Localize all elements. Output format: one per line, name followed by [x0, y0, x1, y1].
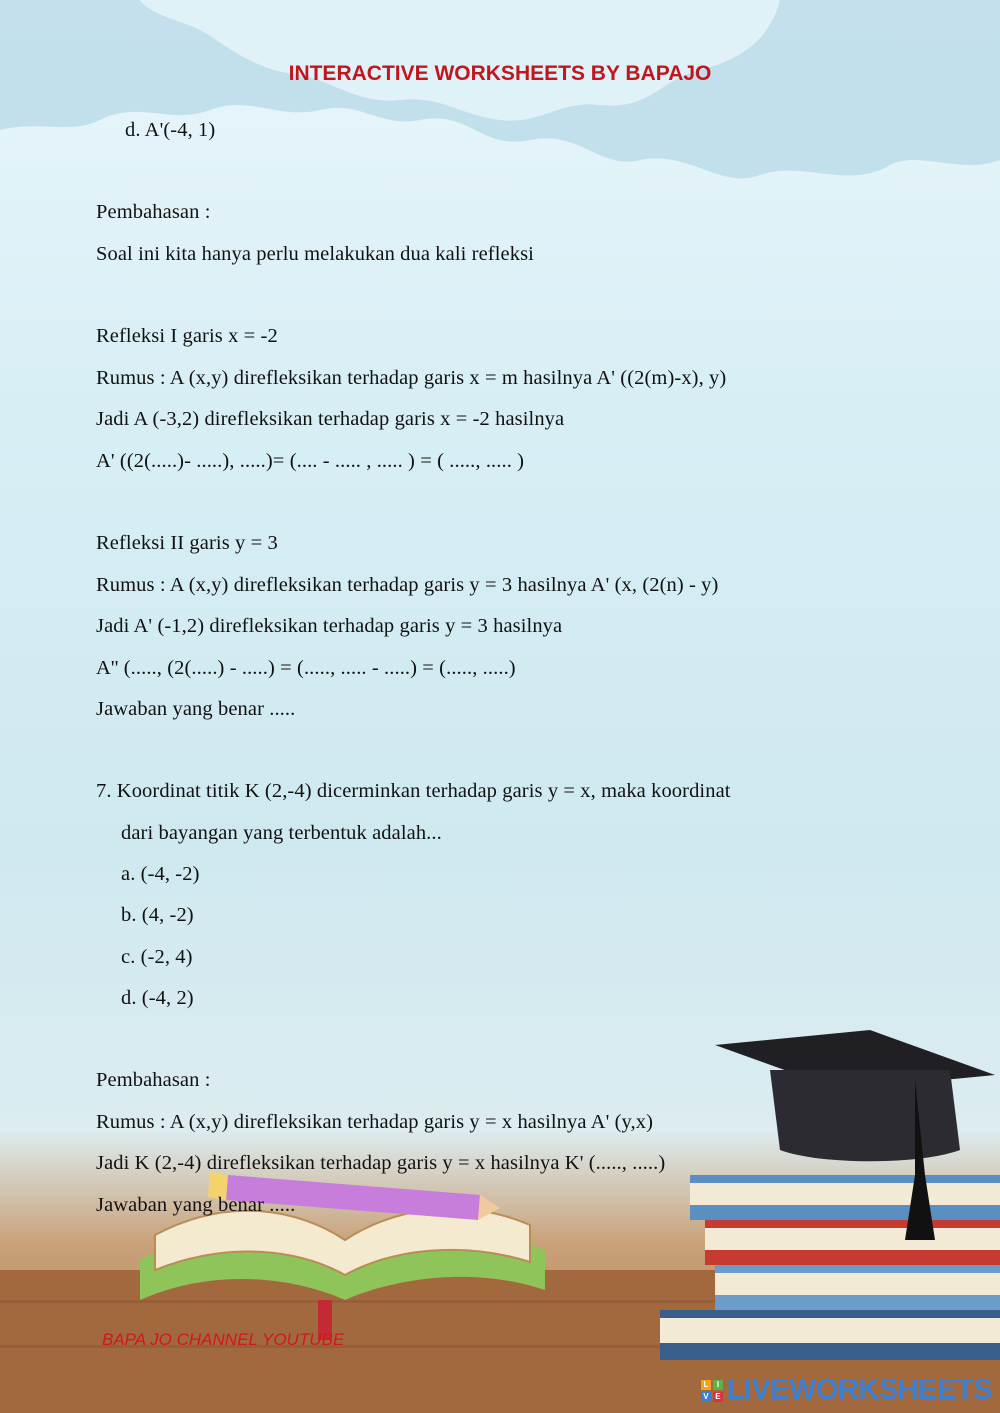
answer-blank-line[interactable]: Jawaban yang benar .....	[96, 698, 296, 720]
answer-blank-line[interactable]: Jawaban yang benar .....	[96, 1194, 296, 1216]
option-b: b. (4, -2)	[121, 904, 194, 926]
explanation-text: Soal ini kita hanya perlu melakukan dua kali refleksi	[96, 243, 534, 265]
liveworksheets-logo	[701, 1374, 992, 1407]
fill-in-blank-line[interactable]: A' ((2(.....)- .....), .....)= (.... - ..... , ..... ) = ( ....., ..... )	[96, 450, 525, 472]
reflection-2-heading: Refleksi II garis y = 3	[96, 532, 278, 554]
fill-in-blank-line[interactable]: Jadi K (2,-4) direfleksikan terhadap garis y = x hasilnya K' (....., .....)	[96, 1152, 666, 1174]
explanation-text: Jadi A (-3,2) direfleksikan terhadap garis x = -2 hasilnya	[96, 408, 565, 430]
explanation-text: Jadi A' (-1,2) direfleksikan terhadap garis y = 3 hasilnya	[96, 615, 563, 637]
formula-text: Rumus : A (x,y) direfleksikan terhadap garis y = 3 hasilnya A' (x, (2(n) - y)	[96, 574, 719, 596]
option-d-previous: d. A'(-4, 1)	[125, 119, 216, 141]
book-stack	[660, 1175, 1000, 1360]
option-c: c. (-2, 4)	[121, 946, 193, 968]
section-heading: Pembahasan :	[96, 1069, 211, 1091]
reflection-1-heading: Refleksi I garis x = -2	[96, 325, 278, 347]
channel-credit: BAPA JO CHANNEL YOUTUBE	[102, 1330, 345, 1349]
question-7-text-cont: dari bayangan yang terbentuk adalah...	[121, 822, 442, 844]
formula-text: Rumus : A (x,y) direfleksikan terhadap garis x = m hasilnya A' ((2(m)-x), y)	[96, 367, 727, 389]
worksheet-header: INTERACTIVE WORKSHEETS BY BAPAJO	[288, 62, 712, 85]
section-heading: Pembahasan :	[96, 201, 211, 223]
question-7-text: 7. Koordinat titik K (2,-4) dicerminkan terhadap garis y = x, maka koordinat	[96, 780, 731, 802]
formula-text: Rumus : A (x,y) direfleksikan terhadap garis y = x hasilnya A' (y,x)	[96, 1111, 654, 1133]
fill-in-blank-line[interactable]: A'' (....., (2(.....) - .....) = (....., ..... - .....) = (....., .....)	[96, 657, 516, 679]
logo-grid-icon: L I V E	[701, 1380, 723, 1402]
option-a: a. (-4, -2)	[121, 863, 200, 885]
option-d: d. (-4, 2)	[121, 987, 194, 1009]
brand-name: LIVEWORKSHEETS	[726, 1374, 992, 1406]
